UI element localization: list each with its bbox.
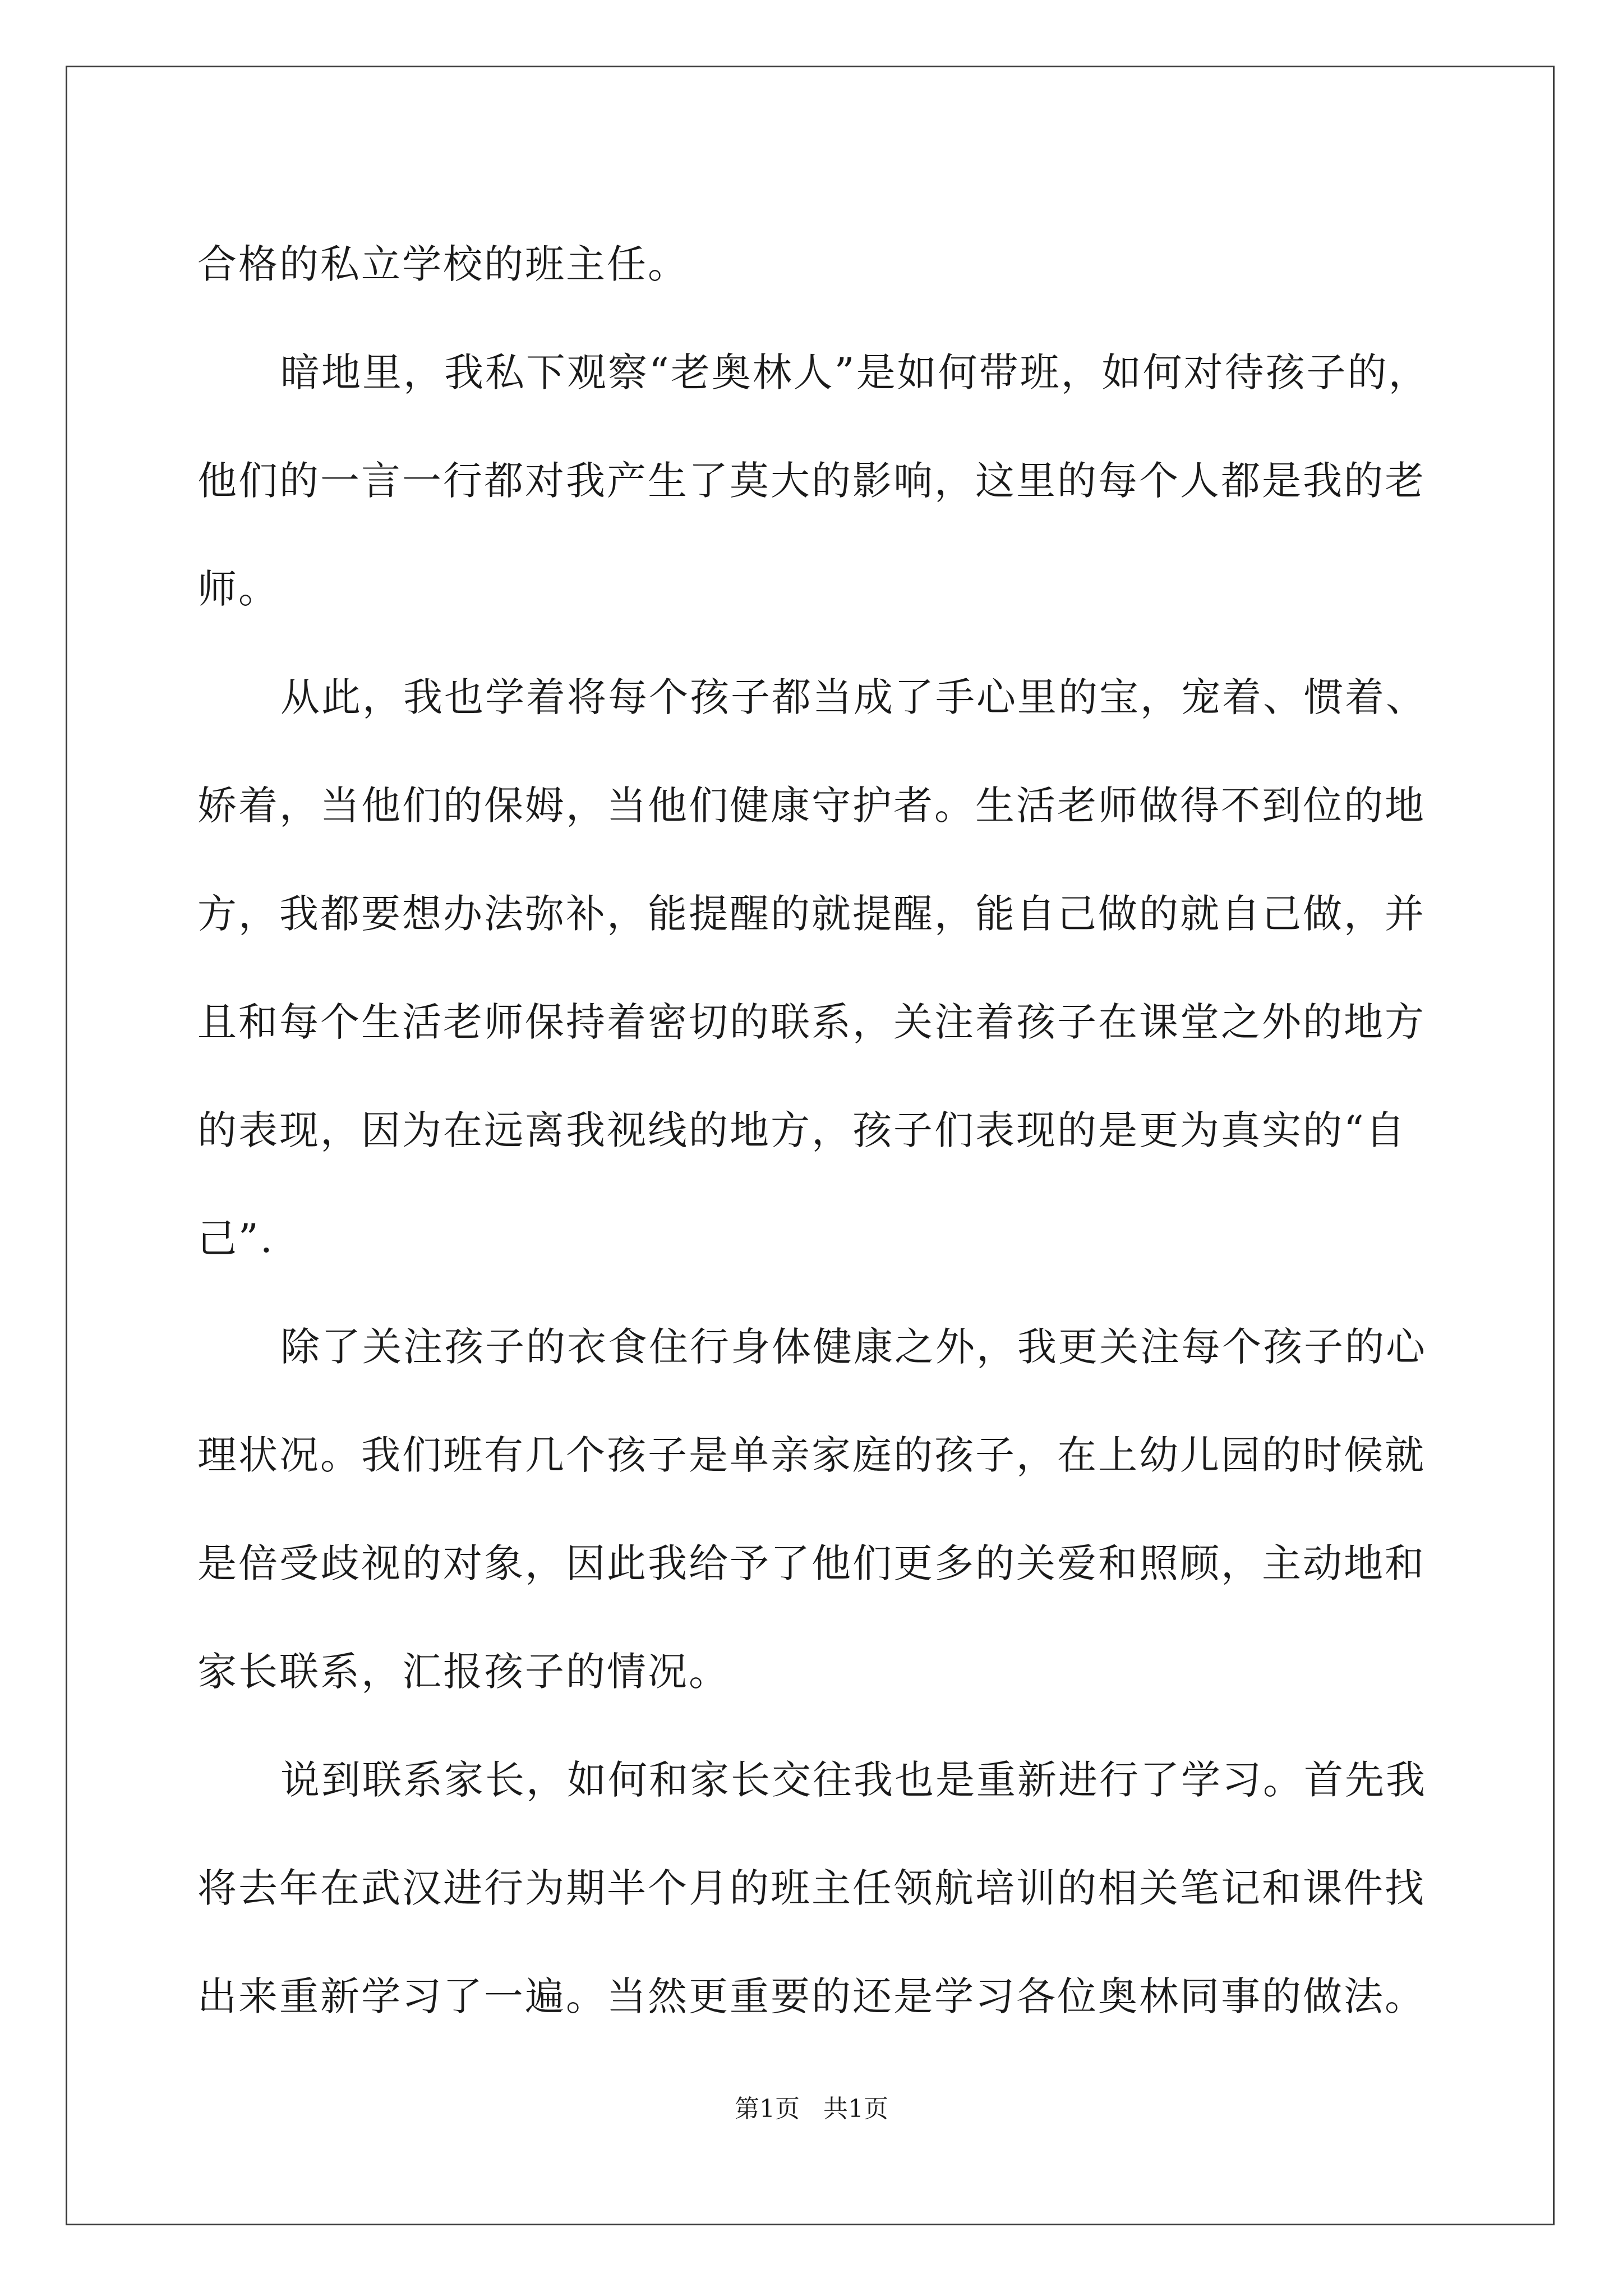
text-line-2: 暗地里，我私下观察“老奥林人”是如何带班，如何对待孩子的，: [280, 349, 1430, 395]
text-line-13: 是倍受歧视的对象，因此我给予了他们更多的关爱和照顾，主动地和: [197, 1540, 1426, 1586]
text-line-16: 将去年在武汉进行为期半个月的班主任领航培训的相关笔记和课件找: [197, 1865, 1426, 1911]
text-line-8: 且和每个生活老师保持着密切的联系，关注着孩子在课堂之外的地方: [197, 999, 1426, 1045]
text-line-9: 的表现，因为在远离我视线的地方，孩子们表现的是更为真实的“自: [197, 1107, 1407, 1153]
text-line-6: 娇着，当他们的保姆，当他们健康守护者。生活老师做得不到位的地: [197, 783, 1426, 829]
text-line-12: 理状况。我们班有几个孩子是单亲家庭的孩子，在上幼儿园的时候就: [197, 1432, 1426, 1478]
page-number-footer: 第1页 共1页: [735, 2095, 888, 2123]
text-line-5: 从此，我也学着将每个孩子都当成了手心里的宝，宠着、惯着、: [280, 674, 1427, 720]
text-line-17: 出来重新学习了一遍。当然更重要的还是学习各位奥林同事的做法。: [197, 1973, 1426, 2019]
text-line-11: 除了关注孩子的衣食住行身体健康之外，我更关注每个孩子的心: [280, 1324, 1427, 1370]
text-line-3: 他们的一言一行都对我产生了莫大的影响，这里的每个人都是我的老: [197, 458, 1426, 504]
text-line-14: 家长联系，汇报孩子的情况。: [197, 1649, 730, 1695]
text-line-7: 方，我都要想办法弥补，能提醒的就提醒，能自己做的就自己做，并: [197, 891, 1426, 937]
text-line-1: 合格的私立学校的班主任。: [197, 241, 689, 287]
document-body: [197, 210, 1430, 2051]
text-line-4: 师。: [197, 566, 279, 612]
text-line-15: 说到联系家长，如何和家长交往我也是重新进行了学习。首先我: [280, 1757, 1427, 1803]
text-line-10: 己”.: [197, 1216, 275, 1262]
